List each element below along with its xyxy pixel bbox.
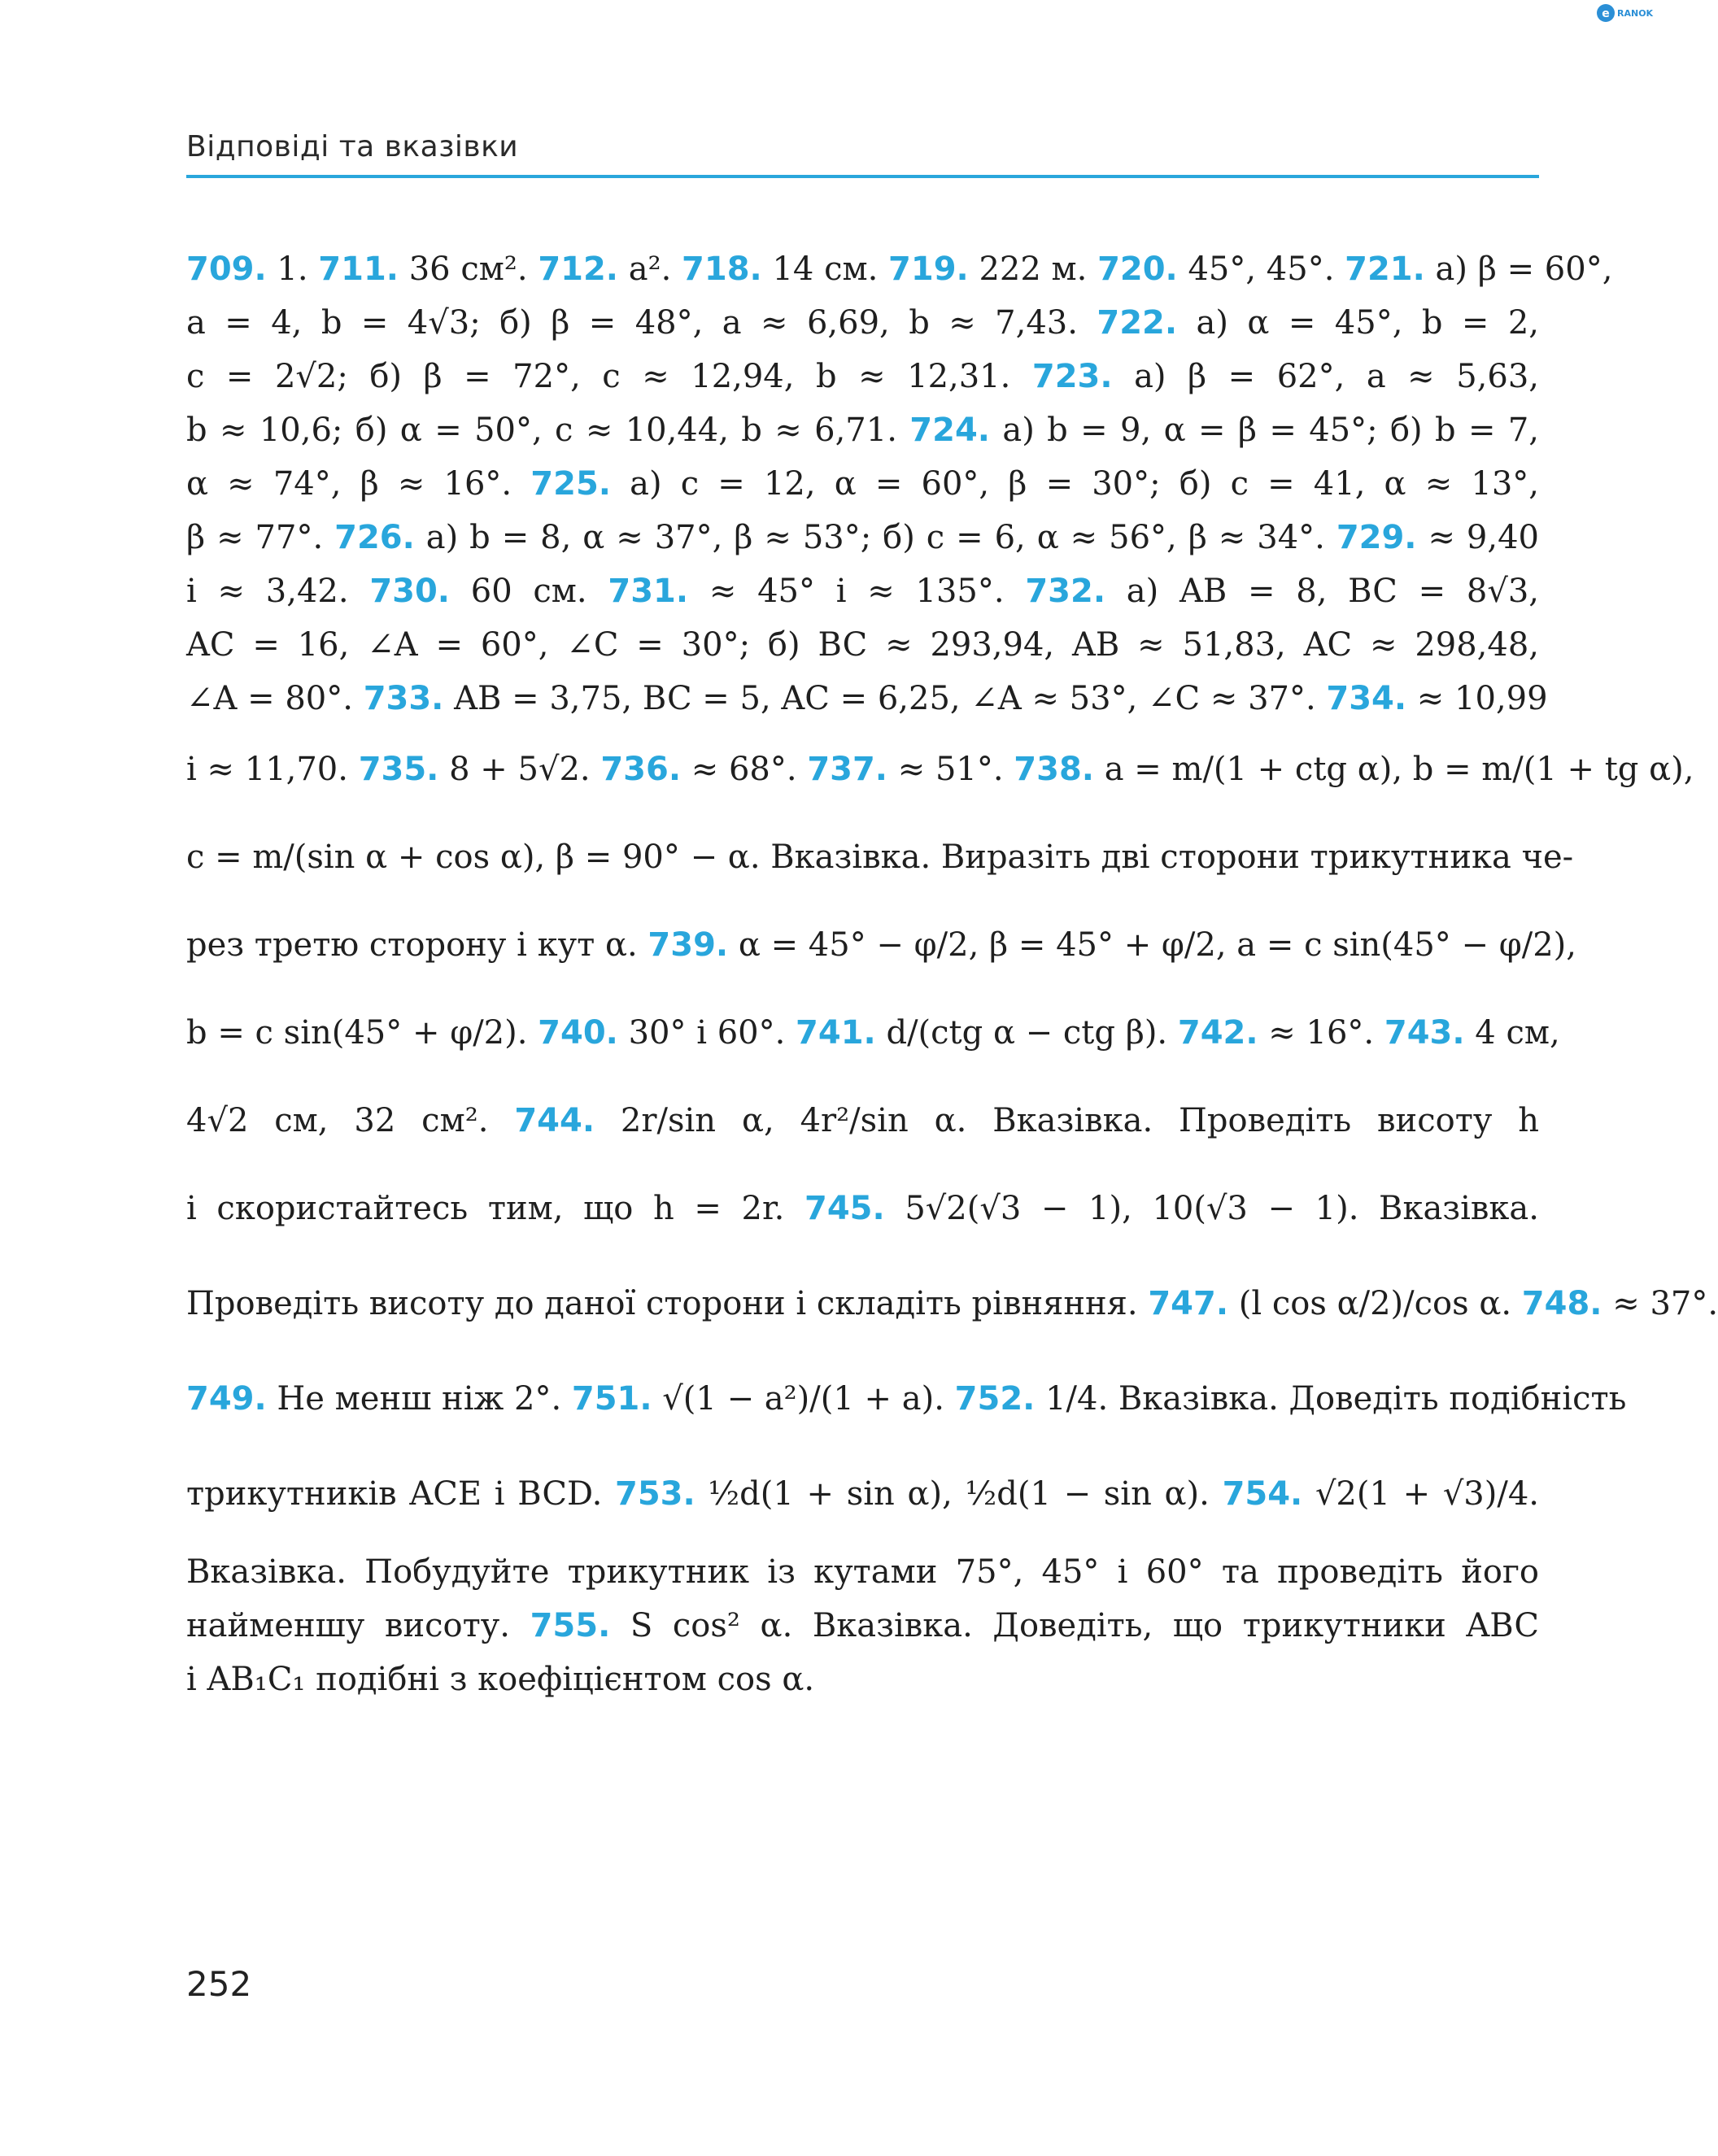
answer-line: і AB₁C₁ подібні з коефіцієнтом cos α.: [186, 1661, 815, 1698]
answer-line: α ≈ 74°, β ≈ 16°. 725. а) c = 12, α = 60°, β = 30°; б) c = 41, α ≈ 13°,: [186, 465, 1539, 503]
problem-number: 745.: [804, 1190, 885, 1227]
problem-number: 752.: [954, 1380, 1036, 1418]
problem-number: 751.: [571, 1380, 652, 1418]
problem-number: 722.: [1097, 304, 1178, 342]
answer-line: 4√2 см, 32 см². 744. 2r/sin α, 4r²/sin α. Вказівка. Проведіть висоту h: [186, 1102, 1540, 1139]
answer-line: трикутників ACE і BCD. 753. ½d(1 + sin α), ½d(1 − sin α). 754. √2(1 + √3)/4.: [186, 1475, 1539, 1513]
problem-number: 733.: [363, 680, 444, 717]
answer-line: і ≈ 11,70. 735. 8 + 5√2. 736. ≈ 68°. 737. ≈ 51°. 738. a = m/(1 + ctg α), b = m/(1 + tg α),: [186, 751, 1694, 788]
problem-number: 748.: [1521, 1285, 1602, 1322]
answer-line: рез третю сторону і кут α. 739. α = 45° − φ/2, β = 45° + φ/2, a = c sin(45° − φ/2),: [186, 926, 1576, 964]
problem-number: 739.: [648, 926, 729, 964]
answer-line: AC = 16, ∠A = 60°, ∠C = 30°; б) BC ≈ 293,94, AB ≈ 51,83, AC ≈ 298,48,: [186, 626, 1539, 664]
problem-number: 721.: [1345, 250, 1425, 288]
header-rule: [186, 175, 1539, 178]
problem-number: 711.: [318, 250, 399, 288]
problem-number: 726.: [334, 519, 415, 556]
problem-number: 730.: [369, 573, 451, 610]
answer-line: c = 2√2; б) β = 72°, c ≈ 12,94, b ≈ 12,31. 723. а) β = 62°, a ≈ 5,63,: [186, 358, 1539, 395]
problem-number: 738.: [1014, 751, 1094, 788]
problem-number: 737.: [807, 751, 888, 788]
problem-number: 731.: [608, 573, 689, 610]
problem-number: 741.: [796, 1014, 876, 1052]
problem-number: 718.: [682, 250, 762, 288]
problem-number: 729.: [1336, 519, 1417, 556]
answer-line: ∠A = 80°. 733. AB = 3,75, BC = 5, AC = 6,25, ∠A ≈ 53°, ∠C ≈ 37°. 734. ≈ 10,99: [186, 680, 1548, 717]
problem-number: 742.: [1177, 1014, 1258, 1052]
svg-text:RANOK: RANOK: [1617, 8, 1654, 19]
problem-number: 719.: [888, 250, 969, 288]
problem-number: 753.: [615, 1475, 695, 1513]
problem-number: 734.: [1326, 680, 1407, 717]
answer-line: Проведіть висоту до даної сторони і складіть рівняння. 747. (l cos α/2)/cos α. 748. ≈ 37°.: [186, 1285, 1718, 1322]
answer-line: c = m/(sin α + cos α), β = 90° − α. Вказівка. Виразіть дві сторони трикутника че-: [186, 838, 1574, 876]
problem-number: 740.: [538, 1014, 618, 1052]
svg-text:e: e: [1602, 7, 1610, 20]
answer-line: 709. 1. 711. 36 см². 712. a². 718. 14 см. 719. 222 м. 720. 45°, 45°. 721. а) β = 60°,: [186, 250, 1613, 288]
problem-number: 735.: [358, 751, 439, 788]
page-number: 252: [186, 1964, 252, 2004]
problem-number: 736.: [600, 751, 682, 788]
answer-line: найменшу висоту. 755. S cos² α. Вказівка. Доведіть, що трикутники ABC: [186, 1607, 1539, 1644]
answer-line: 749. Не менш ніж 2°. 751. √(1 − a²)/(1 + a). 752. 1/4. Вказівка. Доведіть подібність: [186, 1380, 1627, 1418]
problem-number: 749.: [186, 1380, 267, 1418]
problem-number: 755.: [530, 1607, 611, 1644]
problem-number: 744.: [514, 1102, 595, 1139]
problem-number: 732.: [1025, 573, 1106, 610]
problem-number: 723.: [1031, 358, 1113, 395]
problem-number: 747.: [1148, 1285, 1229, 1322]
ranok-logo-icon: [1594, 0, 1666, 33]
answer-line: і ≈ 3,42. 730. 60 см. 731. ≈ 45° і ≈ 135°. 732. а) AB = 8, BC = 8√3,: [186, 573, 1539, 610]
problem-number: 724.: [909, 412, 990, 449]
problem-number: 754.: [1222, 1475, 1303, 1513]
answer-line: b ≈ 10,6; б) α = 50°, c ≈ 10,44, b ≈ 6,71. 724. а) b = 9, α = β = 45°; б) b = 7,: [186, 412, 1540, 449]
answers-body: [186, 242, 1718, 1706]
running-head: Відповіді та вказівки: [186, 130, 519, 163]
answer-line: a = 4, b = 4√3; б) β = 48°, a ≈ 6,69, b ≈ 7,43. 722. а) α = 45°, b = 2,: [186, 304, 1539, 342]
problem-number: 712.: [538, 250, 619, 288]
problem-number: 725.: [530, 465, 611, 503]
answer-line: β ≈ 77°. 726. а) b = 8, α ≈ 37°, β ≈ 53°; б) c = 6, α ≈ 56°, β ≈ 34°. 729. ≈ 9,40: [186, 519, 1539, 556]
answer-line: Вказівка. Побудуйте трикутник із кутами 75°, 45° і 60° та проведіть його: [186, 1553, 1539, 1591]
answer-line: і скористайтесь тим, що h = 2r. 745. 5√2(√3 − 1), 10(√3 − 1). Вказівка.: [186, 1190, 1539, 1227]
problem-number: 709.: [186, 250, 267, 288]
problem-number: 743.: [1384, 1014, 1465, 1052]
answer-line: b = c sin(45° + φ/2). 740. 30° і 60°. 741. d/(ctg α − ctg β). 742. ≈ 16°. 743. 4 см,: [186, 1014, 1560, 1052]
problem-number: 720.: [1097, 250, 1178, 288]
